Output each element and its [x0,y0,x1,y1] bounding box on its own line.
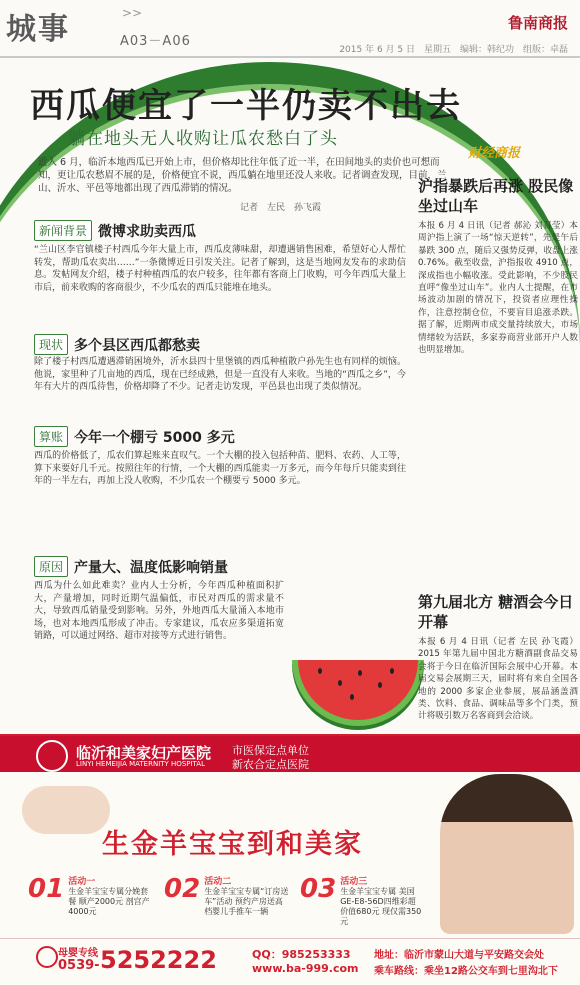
hotline-area-code: 0539- [58,958,100,973]
qq-contact: QQ：985253333 [252,948,351,961]
section-tag: 新闻背景 [34,220,92,241]
hotline-label: 母婴专线 [58,948,98,959]
clock-icon [36,946,58,968]
subheadline: 躺在地头无人收购让瓜农愁白了头 [68,129,338,149]
header-rule [0,56,580,58]
baby-photo [22,786,110,834]
news-body: 本报 6 月 4 日讯（记者 左民 孙飞霞）2015 年第九届中国北方糖酒副食品交易会将于今日在临沂国际会展中心开幕。本届交易会展期三天，届时将有来自全国各地的 2000 多家企业参展，展品涵盖酒类、饮料、食品、调味品等多个门类，预计将吸引数万名客商到会洽谈。 [418,637,578,722]
activity-text: 生金羊宝宝专属分娩套餐 顺产2000元 剖宫产4000元 [68,887,150,916]
news-body: 本报 6 月 4 日讯（记者 郝沁 刘召莹）本周沪指上演了一场“惊天逆转”，先是午后暴跌 300 点，随后又强势反弹，收盘上涨 0.76%。截至收盘，沪指报收 4910 点，深成指也小幅收涨。受此影响，不少股民直呼“像坐过山车”。业内人士提醒，在市场波动加剧的情况下，投资者应理性操作，注意控制仓位，不要盲目追涨杀跌。据了解，近期两市成交量持续放大，市场情绪较为活跃，多家券商营业部开户人数也明显增加。 [418,221,578,356]
section-title: 微博求助卖西瓜 [98,223,197,240]
byline: 记者 左民 孙飞霞 [240,203,322,213]
column-logo: 财经商报 [468,146,521,161]
hospital-logo-icon [36,740,68,772]
activity-text: 生金羊宝宝专属“订房送车”活动 预约产房送高档婴儿手推车一辆 [204,887,289,916]
address: 地址：临沂市蒙山大道与平安路交会处 [374,950,544,961]
section-title: 多个县区西瓜都愁卖 [74,337,201,354]
bus-route: 乘车路线：乘坐12路公交车到七里沟北下 [374,966,558,977]
newspaper-name: 鲁南商报 [507,14,568,32]
section-body: 西瓜的价格低了，瓜农们算起账来直叹气。一个大棚的投入包括种苗、肥料、农药、人工等，算下来要好几千元。按照往年的行情，一个大棚的西瓜能卖一万多元，而今年每斤只能卖到往年的一半左右，再加上没人收购，不少瓜农一个棚要亏 5000 多元。 [34,451,406,487]
hospital-name-en: LINYI HEMEIJIA MATERNITY HOSPITAL [76,760,205,768]
insurance-tag: 市医保定点单位 [232,744,309,757]
page-range: A03－A06 [120,34,191,49]
activity-text: 生金羊宝宝专属 美国GE-E8-56D四维彩超 价值680元 现仅需350元 [340,887,422,926]
right-column [418,176,578,732]
headline: 西瓜便宜了一半仍卖不出去 [30,86,462,126]
section-title: 今年一个棚亏 5000 多元 [74,429,235,446]
section-tag: 算账 [34,426,68,447]
model-photo [440,774,574,934]
ad-slogan: 生金羊宝宝到和美家 [102,829,363,860]
activity-number: 03 [300,874,337,904]
news-title: 第九届北方 糖酒会今日开幕 [418,593,574,631]
section-tag: 原因 [34,556,68,577]
issue-meta: 2015 年 6 月 5 日 星期五 编辑：韩纪功 组版：卓磊 [339,45,568,55]
activity-title: 活动二 [204,877,232,887]
activity-item [28,874,154,918]
section-header [34,220,196,241]
section-title: 产量大、温度低影响销量 [74,559,229,576]
watermelon-slice-image [292,660,424,726]
activity-title: 活动三 [340,877,368,887]
section-body: 除了楼子村西瓜遭遇滞销困境外，沂水县四十里堡镇的西瓜种植散户孙先生也有同样的烦恼。他说，家里种了几亩地的西瓜，现在已经成熟，但是一直没有人来收。当地的“西瓜之乡”，今年有大片的西瓜待售，价格却降了不少。记者走访发现，平邑县也出现了类似情况。 [34,357,406,393]
section-tag: 现状 [34,334,68,355]
activity-number: 02 [164,874,201,904]
section-header [34,334,200,355]
section-header [34,556,228,577]
activity-number: 01 [28,874,65,904]
hotline-number: 5252222 [100,946,217,974]
section-header [34,426,235,447]
insurance-tag: 新农合定点医院 [232,758,309,771]
lead-paragraph: 近入 6 月，临沂本地西瓜已开始上市，但价格却比往年低了近一半，在田间地头的卖价也可想而知，更让瓜农愁眉不展的是，价格便宜不说，西瓜躺在地里还没人来收。记者调查发现，目前，兰山、沂水、平邑等地都出现了西瓜滞销的情况。 [38,157,447,194]
activity-item [164,874,290,918]
hospital-name: 临沂和美家妇产医院 [76,744,212,762]
activity-item [300,874,426,926]
news-title: 沪指暴跌后再涨 股民像坐过山车 [418,177,574,215]
section-arrows: >> [122,6,143,20]
section-name: 城事 [6,12,70,47]
activity-title: 活动一 [68,877,96,887]
website-link: www.ba-999.com [252,962,359,975]
section-body: 西瓜为什么如此难卖？业内人士分析，今年西瓜种植面积扩大，产量增加，同时近期气温偏低，市民对西瓜的需求量不大，导致西瓜销量受到影响。另外，外地西瓜大量涌入本地市场，也对本地西瓜形成了冲击。专家建议，瓜农应多渠道拓宽销路，可以通过网络、超市对接等方式进行销售。 [34,581,284,642]
section-body: “兰山区李官镇楼子村西瓜今年大量上市，西瓜皮薄味甜，却遭遇销售困难，希望好心人帮忙转发，帮助瓜农卖出……”一条微博近日引发关注。记者了解到，这是当地网友发布的求助信息。发帖网友介绍，楼子村种植西瓜的农户较多，往年都有客商上门收购，可今年西瓜大量上市后，前来收购的客商很少，不少瓜农的西瓜只能堆在地头。 [34,245,406,293]
